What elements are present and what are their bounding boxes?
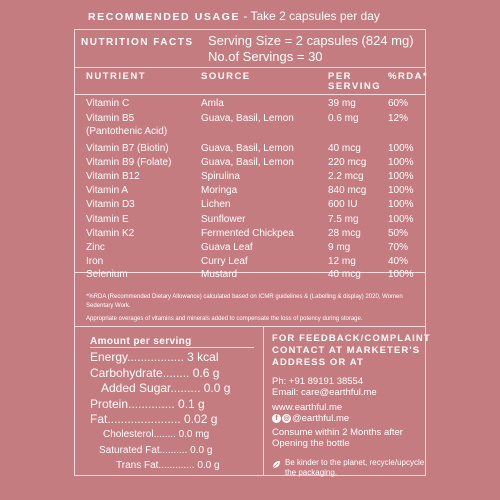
nutrient-name: Zinc [86,242,105,253]
nutrient-source: Amla [201,98,224,109]
table-row [0,255,500,269]
nutrient-source: Mustard [201,269,238,280]
cholesterol-value: Cholesterol........ 0.0 mg [103,429,210,440]
nutrient-rda: 50% [388,228,409,239]
nutrient-amount: 40 mcg [328,269,361,280]
nutrient-source: Guava Leaf [201,242,253,253]
nutrient-name: Vitamin B9 (Folate) [86,157,172,168]
phone-number[interactable]: Ph: +91 89191 38554 [272,376,364,387]
table-row-continued [0,125,500,139]
nutrient-name: Vitamin B12 [86,171,140,182]
instagram-icon: ◎ [283,414,290,422]
nutrient-rda: 100% [388,157,414,168]
nutrient-source: Guava, Basil, Lemon [201,143,294,154]
nutrient-name: Vitamin B5 [86,113,135,124]
nutrient-name: Selenium [86,269,128,280]
nutrient-name: Vitamin C [86,98,130,109]
nutrient-name: Iron [86,256,104,267]
fat-value: Fat...................... 0.02 g [90,412,218,426]
nutrient-rda: 60% [388,98,409,109]
vertical-divider [263,326,264,476]
nutrient-amount: 220 mcg [328,157,367,168]
column-header-rda: %RDA* [388,71,429,82]
nutrient-source: Moringa [201,185,238,196]
divider [75,67,425,68]
nutrient-amount: 40 mcg [328,143,361,154]
table-row [0,241,500,255]
nutrient-name: Vitamin E [86,214,129,225]
nutrient-rda: 100% [388,269,414,280]
amount-per-serving-underline [90,347,254,348]
nutrient-amount: 0.6 mg [328,113,359,124]
nutrient-name-continued: (Pantothenic Acid) [86,126,168,137]
rda-footnote: *%RDA (Recommended Dietary Allowance) calculated based on ICMR guidelines & (Labelling & display) 2020, Women Sedentary Work. [86,294,403,309]
nutrient-rda: 12% [388,113,409,124]
column-header-source: SOURCE [201,71,251,82]
servings-count: No.of Servings = 30 [208,49,323,64]
nutrient-rda: 100% [388,171,414,182]
nutrient-amount: 12 mg [328,256,356,267]
column-header-nutrient: NUTRIENT [86,71,147,82]
table-row [0,213,500,227]
nutrient-source: Spirulina [201,171,240,182]
usage-text: - Take 2 capsules per day [240,9,380,23]
consume-notice: Consume within 2 Months after Opening the bottle [272,427,403,449]
nutrition-facts-heading: NUTRITION FACTS [81,37,194,48]
social-handle-row[interactable] [272,413,349,424]
website-link[interactable]: www.earthful.me [272,402,343,413]
nutrient-amount: 39 mg [328,98,356,109]
table-row [0,184,500,198]
recycle-leaf-icon [272,460,281,469]
nutrient-source: Sunflower [201,214,246,225]
added-sugar-value: Added Sugar......... 0.0 g [101,381,231,395]
nutrient-name: Vitamin A [86,185,129,196]
feedback-heading: FOR FEEDBACK/COMPLAINT CONTACT AT MARKETER'S ADDRESS OR AT [272,333,431,368]
nutrient-name: Vitamin D3 [86,199,135,210]
nutrient-source: Guava, Basil, Lemon [201,157,294,168]
nutrient-amount: 840 mcg [328,185,367,196]
nutrient-rda: 100% [388,185,414,196]
nutrient-amount: 9 mg [328,242,351,253]
table-row [0,142,500,156]
table-row [0,227,500,241]
column-header-per-serving: PER SERVING [328,71,382,92]
energy-value: Energy................. 3 kcal [90,350,219,364]
table-row [0,156,500,170]
nutrient-name: Vitamin B7 (Biotin) [86,143,169,154]
social-handle: @earthful.me [292,413,350,424]
facebook-icon: f [272,414,281,423]
nutrient-rda: 100% [388,143,414,154]
nutrient-rda: 100% [388,214,414,225]
divider [75,94,425,95]
nutrient-amount: 2.2 mcg [328,171,364,182]
protein-value: Protein.............. 0.1 g [90,397,205,411]
nutrient-rda: 70% [388,242,409,253]
trans-fat-value: Trans Fat............. 0.0 g [116,460,220,471]
nutrient-amount: 28 mcg [328,228,361,239]
table-row [0,112,500,126]
overages-footnote: Appropriate overages of vitamins and minerals added to compensate the loss of potency during storage. [86,316,363,322]
recommended-usage [88,9,380,23]
amount-per-serving-heading: Amount per serving [90,336,192,347]
table-row [0,97,500,111]
serving-size: Serving Size = 2 capsules (824 mg) [208,33,414,48]
email-address[interactable]: Email: care@earthful.me [272,387,377,398]
usage-heading: RECOMMENDED USAGE [88,11,241,23]
table-row [0,268,500,282]
nutrient-rda: 100% [388,199,414,210]
carbohydrate-value: Carbohydrate........ 0.6 g [90,366,220,380]
nutrient-source: Curry Leaf [201,256,248,267]
table-row [0,198,500,212]
recycle-notice: Be kinder to the planet, recycle/upcycle the packaging. [285,458,425,477]
nutrient-amount: 7.5 mg [328,214,359,225]
nutrient-amount: 600 IU [328,199,358,210]
nutrient-name: Vitamin K2 [86,228,135,239]
serving-info [208,33,414,65]
nutrient-source: Lichen [201,199,231,210]
saturated-fat-value: Saturated Fat.......... 0.0 g [99,445,213,456]
nutrient-rda: 40% [388,256,409,267]
table-row [0,170,500,184]
nutrient-source: Fermented Chickpea [201,228,294,239]
nutrient-source: Guava, Basil, Lemon [201,113,294,124]
